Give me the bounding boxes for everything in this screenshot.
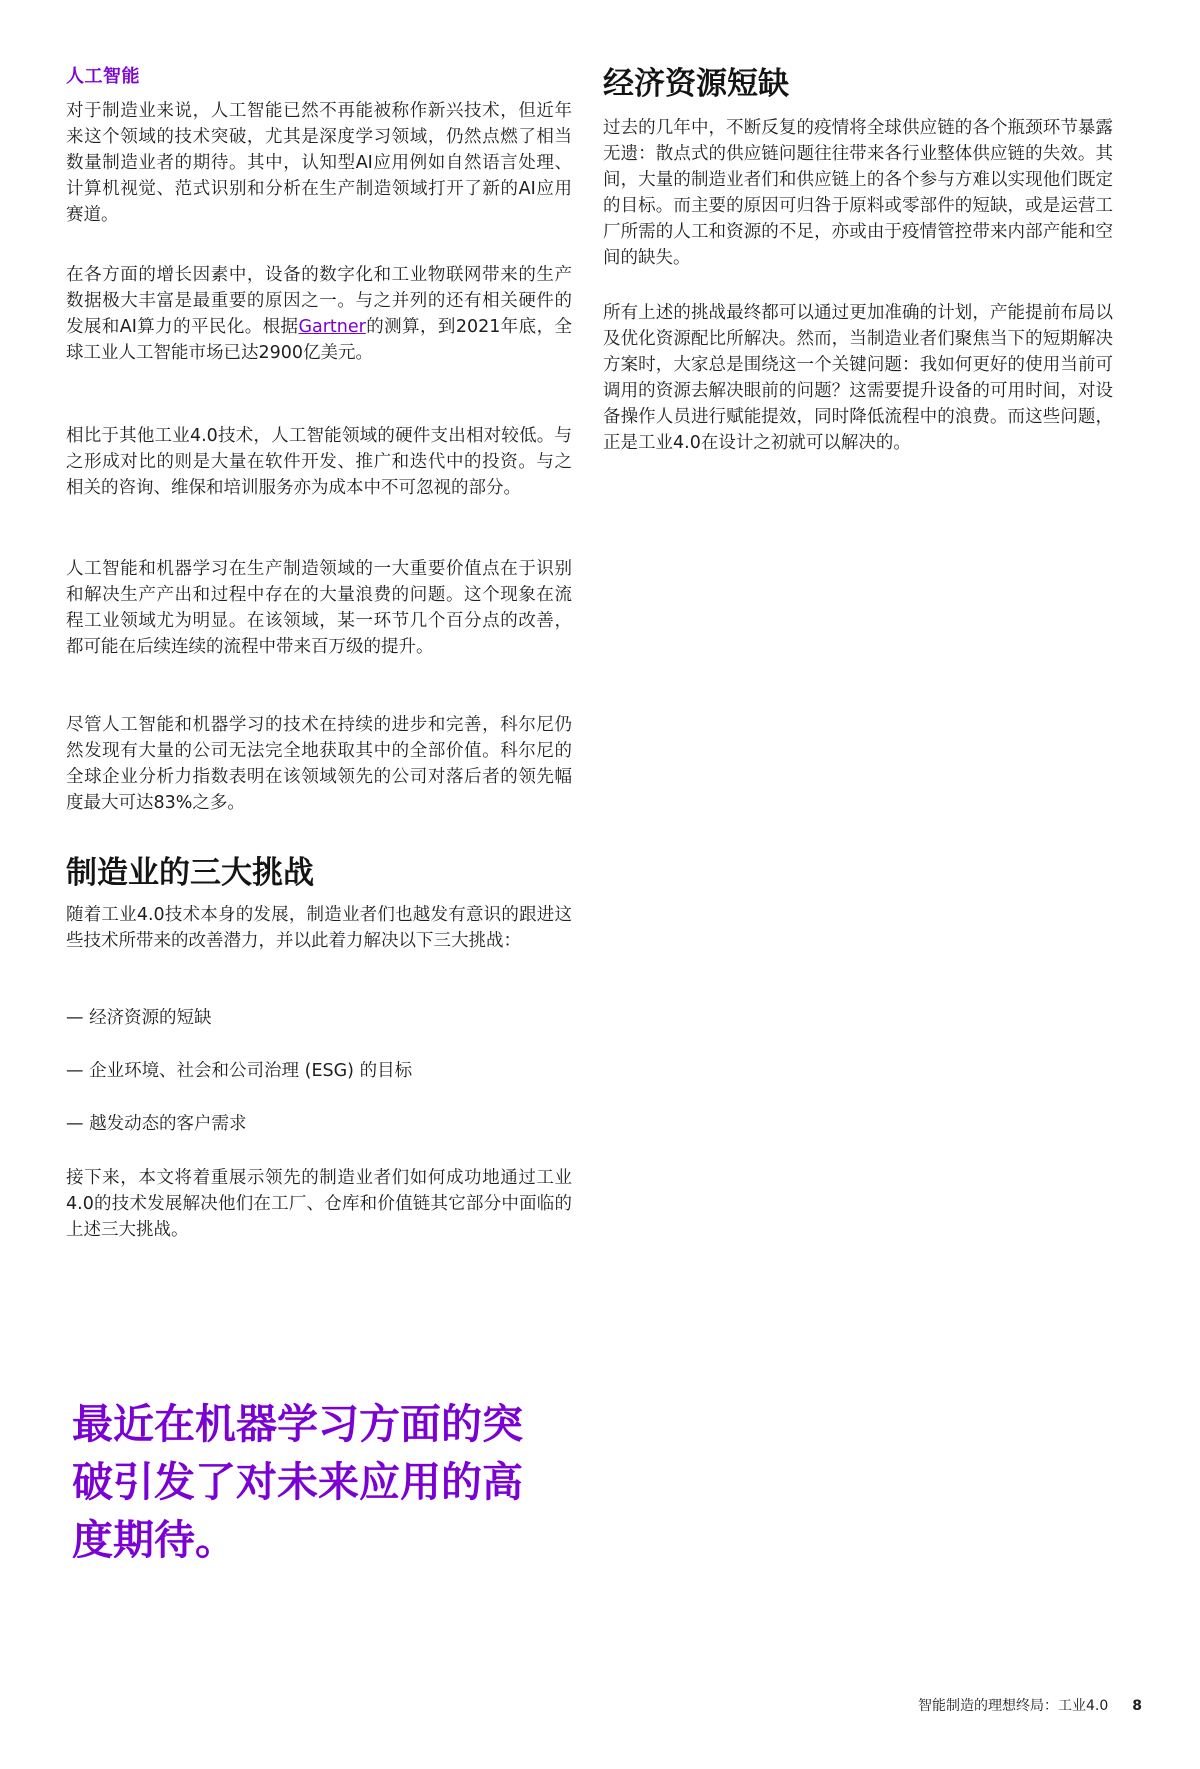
section-title-resource-shortage: 经济资源短缺 (603, 66, 789, 102)
page-footer (918, 1695, 1142, 1715)
paragraph-growth-factors (66, 262, 572, 366)
page-number: 8 (1132, 1698, 1142, 1714)
paragraph-challenges-outro: 接下来，本文将着重展示领先的制造业者们如何成功地通过工业4.0的技术发展解决他们在工厂、仓库和价值链其它部分中面临的上述三大挑战。 (66, 1168, 572, 1240)
paragraph-ml-value: 人工智能和机器学习在生产制造领域的一大重要价值点在于识别和解决生产产出和过程中存在的大量浪费的问题。这个现象在流程工业领域尤为明显。在该领域，某一环节几个百分点的改善，都可能在后续连续的流程中带来百万级的提升。 (66, 559, 572, 657)
gartner-link[interactable]: Gartner (298, 317, 366, 337)
paragraph-ai-intro: 对于制造业来说，人工智能已然不再能被称作新兴技术，但近年来这个领域的技术突破，尤其是深度学习领域，仍然点燃了相当数量制造业者的期待。其中，认知型AI应用例如自然语言处理、计算机视觉、范式识别和分析在生产制造领域打开了新的AI应用赛道。 (66, 101, 572, 225)
paragraph-growth-text-before: 在各方面的增长因素中，设备的数字化和工业物联网带来的生产数据极大丰富是最重要的原因之一。与之并列的还有相关硬件的发展和AI算力的平民化。根据 (66, 265, 572, 337)
paragraph-kearney-index: 尽管人工智能和机器学习的技术在持续的进步和完善，科尔尼仍然发现有大量的公司无法完全地获取其中的全部价值。科尔尼的全球企业分析力指数表明在该领域领先的公司对落后者的领先幅度最大可达83%之多。 (66, 715, 572, 813)
pull-quote: 最近在机器学习方面的突破引发了对未来应用的高度期待。 (72, 1400, 523, 1564)
paragraph-solutions: 所有上述的挑战最终都可以通过更加准确的计划，产能提前布局以及优化资源配比所解决。然而，当制造业者们聚焦当下的短期解决方案时，大家总是围绕这一个关键问题：我如何更好的使用当前可调用的资源去解决眼前的问题？这需要提升设备的可用时间，对设备操作人员进行赋能提效，同时降低流程中的浪费。而这些问题，正是工业4.0在设计之初就可以解决的。 (603, 303, 1113, 453)
list-item-customer-demand: — 越发动态的客户需求 (66, 1114, 247, 1134)
list-item-esg-goals: — 企业环境、社会和公司治理 (ESG) 的目标 (66, 1061, 413, 1081)
section-title-challenges: 制造业的三大挑战 (66, 855, 314, 891)
paragraph-challenges-intro: 随着工业4.0技术本身的发展，制造业者们也越发有意识的跟进这些技术所带来的改善潜力，并以此着力解决以下三大挑战： (66, 905, 572, 951)
section-kicker-ai: 人工智能 (66, 66, 140, 87)
footer-doc-title: 智能制造的理想终局：工业4.0 (917, 1698, 1109, 1714)
list-item-resource-shortage: — 经济资源的短缺 (66, 1008, 212, 1028)
paragraph-growth-text-after: 的测算，到2021年底，全球工业人工智能市场已达2900亿美元。 (66, 317, 572, 363)
paragraph-supply-chain: 过去的几年中，不断反复的疫情将全球供应链的各个瓶颈环节暴露无遗：散点式的供应链问题往往带来各行业整体供应链的失效。其间，大量的制造业者们和供应链上的各个参与方难以实现他们既定的目标。而主要的原因可归咎于原料或零部件的短缺，或是运营工厂所需的人工和资源的不足，亦或由于疫情管控带来内部产能和空间的缺失。 (603, 118, 1113, 268)
paragraph-hardware-spend: 相比于其他工业4.0技术，人工智能领域的硬件支出相对较低。与之形成对比的则是大量在软件开发、推广和迭代中的投资。与之相关的咨询、维保和培训服务亦为成本中不可忽视的部分。 (66, 426, 572, 498)
